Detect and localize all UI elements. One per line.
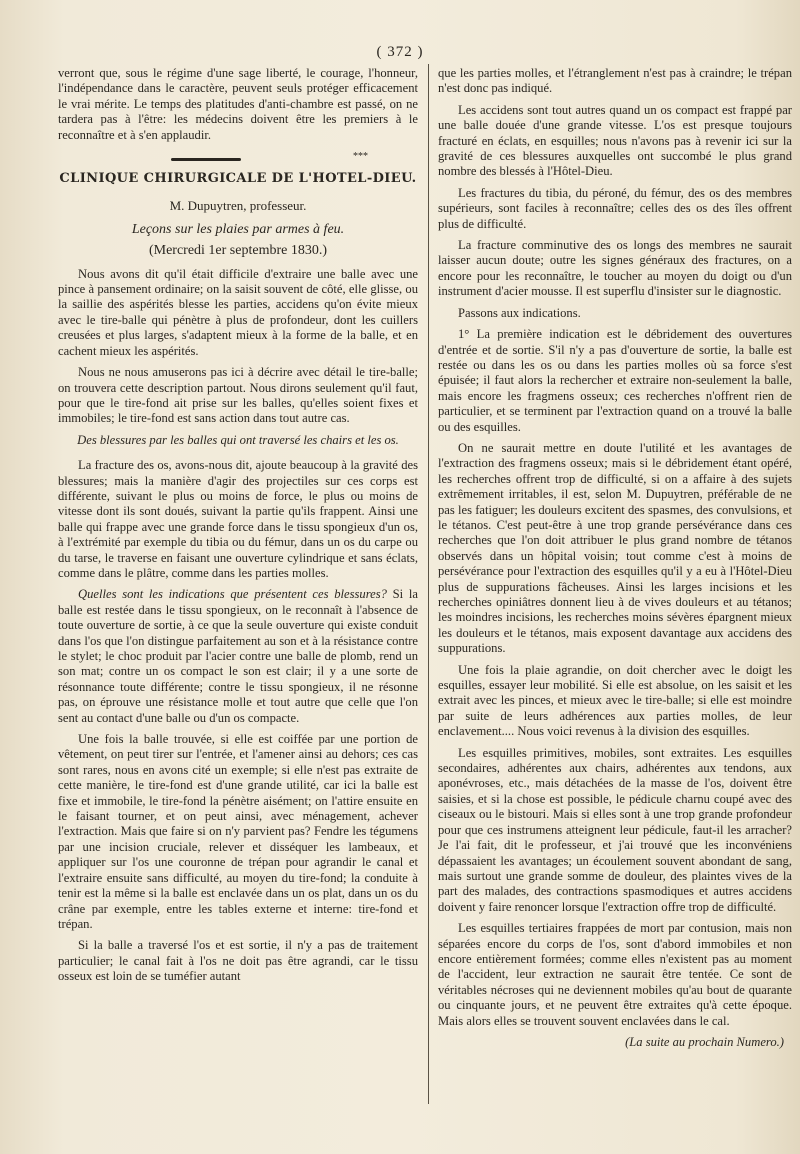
paragraph: Nous ne nous amuserons pas ici à décrire avec détail le tire-balle; on trouvera cette description partout. Nous dirons seulement qu'il faut, pour que le tire-fond ait prise sur les balles, qu'elles soient fixes et immobiles; le tire-fond est sans action dans tout autre cas. — [58, 365, 418, 426]
paragraph: Si la balle a traversé l'os et est sortie, il n'y a pas de traitement particulier; le canal fait à l'os ne doit pas être agrandi, car le tissu osseux est loin de se tuméfier autant — [58, 938, 418, 984]
question-heading: Quelles sont les indications que présentent ces blessures? — [78, 587, 387, 602]
paragraph: Les fractures du tibia, du péroné, du fémur, des os des membres supérieurs, sont faciles à reconnaître; celles des os des îles offrent plus de difficulté. — [438, 185, 792, 231]
intro-paragraph: verront que, sous le régime d'une sage liberté, le courage, l'honneur, l'indépendance dans le caractère, peuvent seuls protéger efficacement le vrai mérite. Le temps des platitudes d'anti-chambre est passé, on ne tardera pas à l'être: les médecins doivent être les premiers à le reconnaître et à s'en applaudir. — [58, 66, 418, 142]
paragraph: Une fois la plaie agrandie, on doit chercher avec le doigt les esquilles, essayer leur mobilité. Si elle est absolue, on les saisit et les extrait avec les pinces, et mieux avec le tire-balle; si elle est moindre par suite de leurs adhérences aux parties molles, de leur enclavement.... Nous voici revenus à la division des esquilles. — [438, 662, 792, 739]
page-number: ( 372 ) — [376, 44, 424, 60]
paragraph: 1° La première indication est le débridement des ouvertures d'entrée et de sortie. S'il n'y a pas d'ouverture de sortie, la balle est restée ou dans les os ou dans les parties molles où sa force s'est épuisée; il faut alors la rechercher et extraire non-seulement la balle, mais encore les fragmens osseux; ces recherches n'offrent rien de particulier, et se terminent par l'extraction quand on a trouvé la balle ou des esquilles. — [438, 327, 792, 434]
continuation-note: (La suite au prochain Numero.) — [625, 1034, 784, 1049]
section-title: Des blessures par les balles qui ont traversé les chairs et les os. — [77, 432, 399, 447]
paragraph: La fracture des os, avons-nous dit, ajoute beaucoup à la gravité des blessures; mais la manière d'agir des projectiles sur ces corps est différente, suivant le plus ou moins de force, le plus ou moins de vitesse dont ils sont doués, suivant la partie qu'ils frappent. Ainsi une balle qui frappe avec une grande force dans le tissu spongieux d'un os, à l'extrémité par exemple du tibia ou du fémur, dans un os du carpe ou du tarse, le traverse en faisant une ouverture cylindrique et sans éclats, comme dans le plâtre, comme dans les parties molles. — [58, 458, 418, 580]
article-date: (Mercredi 1er septembre 1830.) — [148, 243, 328, 259]
paragraph — [58, 587, 418, 726]
column-divider — [428, 64, 429, 1104]
article-headline: CLINIQUE CHIRURGICALE DE L'HOTEL-DIEU. — [59, 171, 417, 187]
paragraph: Une fois la balle trouvée, si elle est coiffée par une portion de vêtement, on peut tirer sur l'entrée, et l'amener ainsi au dehors; ces cas sont rares, nous en avons cité un exemple; si elle n'est pas extraite de cette manière, le tire-fond est d'une grande utilité, car ici la balle est fixe et immobile, le tire-fond la pénètre aisément; on l'attire ensuite en le faisant tourner, et on peut ainsi, avec ménagement, achever l'extraction. Mais que faire si on n'y parvient pas? Fendre les tégumens par une incision cruciale, relever et disséquer les lambeaux, et appliquer sur l'os une couronne de trépan pour agrandir le canal et l'extraire ensuite sans difficulté, au moyen du tire-fond; la conduite à tenir est la même si la balle est enclavée dans un os plat, dans un os du crâne par exemple, entre les tables externe et interne: tire-fond et trépan. — [58, 732, 418, 931]
paragraph: La fracture comminutive des os longs des membres ne saurait laisser aucun doute; outre les signes généraux des fractures, on a encore pour les reconnaître, le toucher au moyen du doigt ou d'un instrument d'acier mousse. Il est superflu d'insister sur le diagnostic. — [438, 238, 792, 299]
ornament-divider — [58, 151, 418, 161]
paragraph: On ne saurait mettre en doute l'utilité et les avantages de l'extraction des fragmens osseux; mais si le débridement étant opéré, les recherches offrent trop de difficulté, si on a affaire à des sujets extrêmement irritables, il est, selon M. Dupuytren, préférable de ne pas les fatiguer; les douleurs excitent des spasmes, des convulsions, et le tétanos. C'est peut-être à une trop grande persévérance dans ces recherches que l'on doit attribuer le plus grand nombre de tétanos observés dans un hôpital voisin; tout comme c'est à moins de persévérance pour l'extraction des esquilles qu'il y a eu à l'Hôtel-Dieu plus de suppurations fâcheuses. Ainsi les larges incisions et les recherches opiniâtres donnent lieu à de vives douleurs et au tétanos; les moindres incisions, les recherches moins sévères épargnent mieux les douleurs et le tétanos, mais exposent davantage aux accidens des suppurations. — [438, 440, 792, 656]
paragraph: Passons aux indications. — [458, 305, 581, 320]
article-subtitle: Leçons sur les plaies par armes à feu. — [131, 221, 345, 237]
paragraph-text: Si la balle est restée dans le tissu spongieux, on le reconnaît à l'absence de toute ouverture de sortie, à ce que la seule ouverture qui existe conduit dans l'os que l'on distingue parfaitement au son et à la résistance contre le stylet; le choc produit par l'acier contre une balle de plomb, rend un son mat; contre un os compact le son est clair; il y a une sorte de résonnance toute différente; contre le tissu spongieux, il ne résonne pas, on éprouve une résistance molle et tout autre que celle que l'on sent au contact d'une balle ou d'un os compacte. — [58, 587, 418, 725]
article-author: M. Dupuytren, professeur. — [169, 198, 307, 214]
left-column — [58, 66, 418, 991]
paragraph: que les parties molles, et l'étranglement n'est pas à craindre; le trépan n'est donc pas indiqué. — [438, 66, 792, 96]
paragraph: Les accidens sont tout autres quand un os compact est frappé par une balle douée d'une grande vitesse. L'os est presque toujours fracturé en éclats, en esquilles; nous n'avons pas à revenir ici sur la gravité de ces blessures auxquelles ont succombé le plus grand nombre des blessés à l'Hôtel-Dieu. — [438, 102, 792, 179]
paragraph: Les esquilles primitives, mobiles, sont extraites. Les esquilles secondaires, adhérentes aux chairs, adhérentes aux tendons, aux aponévroses, etc., mais détachées de la masse de l'os, doivent être saisies, et si la chose est possible, le pédicule charnu coupé avec des ciseaux ou le bistouri. Mais si elles sont à une trop grande profondeur pour que ces instrumens atteignent leur pédicule, faut-il les arracher? Je l'ai fait, dit le professeur, et j'ai trouvé que les inconvéniens dépassaient les avantages; un écoulement souvent abondant de sang, mais surtout une grande somme de douleur, des plaintes vives de la part des malades, des contractions spasmodiques et autres accidens doivent y faire renoncer lorsque l'extraction offre trop de difficulté. — [438, 745, 792, 914]
right-column — [438, 66, 792, 1050]
paragraph: Les esquilles tertiaires frappées de mort par contusion, mais non séparées encore du corps de l'os, sont d'abord immobiles et non encore entièrement formées; comme elles n'existent pas au moment de l'accident, leur extraction ne saurait être tentée. Ce sont de véritables nécroses qui ne deviennent mobiles qu'au bout de quarante ou cinquante jours, et ne peuvent être extraites qu'à cette époque. Mais alors elles se trouvent souvent enclavées dans le cal. — [438, 921, 792, 1028]
stars-separator: *** — [353, 151, 368, 163]
paragraph: Nous avons dit qu'il était difficile d'extraire une balle avec une pince à pansement ordinaire; on la saisit souvent de côté, elle glisse, ou la saillie des aspérités blesse les parties, accidens qu'on évite mieux avec le tire-balle qui pénètre à plus de profondeur, dont les cuillers creusées et plus larges, s'adaptent mieux à la forme de la balle, et en cachent mieux les aspérités. — [58, 266, 418, 358]
